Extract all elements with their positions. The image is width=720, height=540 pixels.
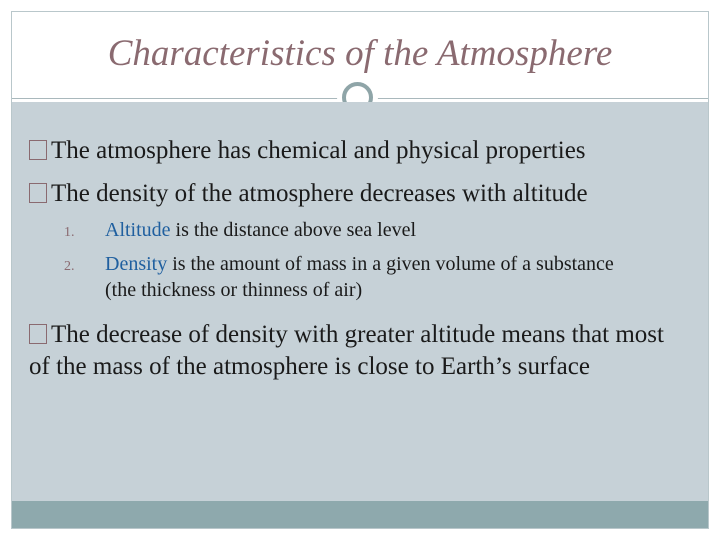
bullet-2-text: The density of the atmosphere decreases with altitude: [51, 180, 588, 207]
content-area: [12, 102, 708, 501]
sub-item-2-term: Density: [105, 253, 168, 275]
bullet-1: [29, 135, 699, 167]
bullet-3-text: The decrease of density with greater altitude means that most of the mass of the atmosphere is close to Earth’s surface: [29, 321, 664, 380]
sub-item-2-text: is the amount of mass in a given volume of a substance (the thickness or thinness of air): [105, 253, 614, 301]
sub-item-2-number: 2.: [64, 259, 75, 274]
bullet-2: [29, 178, 699, 210]
bullet-1-text: The atmosphere has chemical and physical properties: [51, 137, 586, 164]
bullet-box-icon: [29, 324, 47, 344]
slide-title: Characteristics of the Atmosphere: [107, 33, 613, 74]
slide: [11, 11, 709, 529]
footer-bar: [12, 501, 708, 528]
sub-item-1-number: 1.: [64, 225, 75, 240]
sub-item-1-term: Altitude: [105, 219, 171, 241]
bullet-3: [29, 319, 689, 383]
sub-item-1-text: is the distance above sea level: [170, 219, 417, 241]
bullet-box-icon: [29, 183, 47, 203]
bullet-box-icon: [29, 140, 47, 160]
